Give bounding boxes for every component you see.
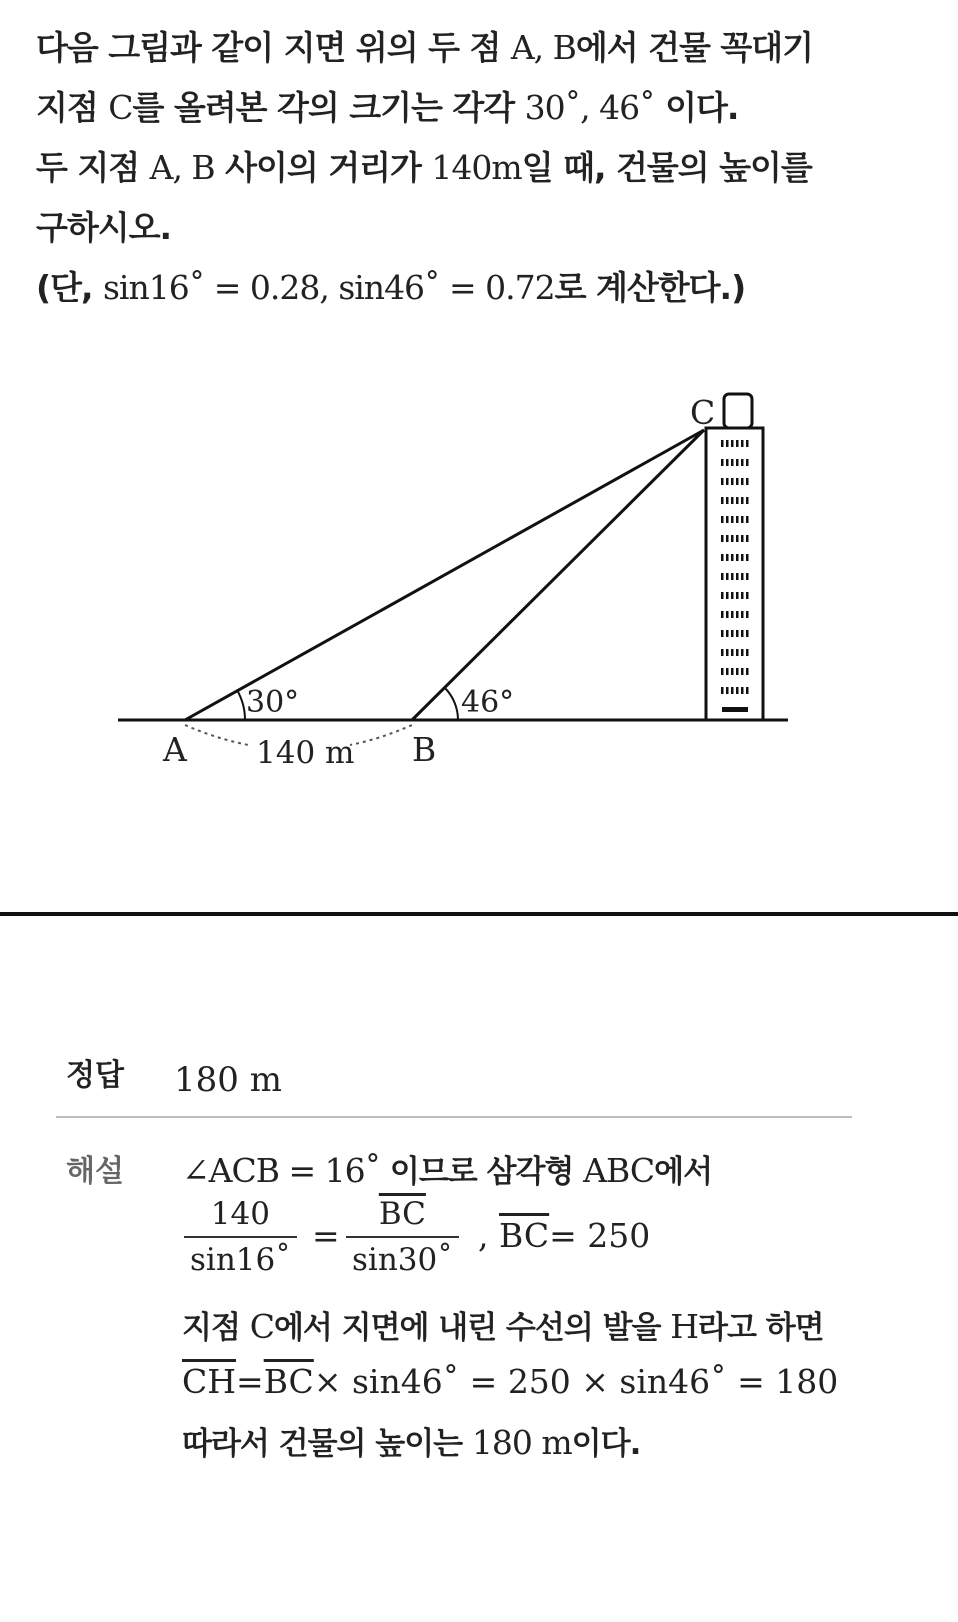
window-mark <box>746 459 749 466</box>
window-mark <box>721 573 724 580</box>
problem-line-1: 다음 그림과 같이 지면 위의 두 점 A, B에서 건물 꼭대기 <box>36 28 814 67</box>
window-mark <box>741 497 744 504</box>
problem-line-4: 구하시오. <box>36 208 172 247</box>
window-mark <box>731 611 734 618</box>
window-mark <box>736 459 739 466</box>
window-mark <box>746 687 749 694</box>
window-mark <box>726 459 729 466</box>
solution-line-4: $\overline{CH}=\overline{BC}\times$ sin46˚ = 250 × sin46˚ = 180 <box>182 1362 839 1401</box>
window-mark <box>736 535 739 542</box>
window-mark <box>736 440 739 447</box>
solution-line-3: 지점 C에서 지면에 내린 수선의 발을 H라고 하면 <box>182 1307 824 1346</box>
window-mark <box>746 497 749 504</box>
window-mark <box>721 649 724 656</box>
window-mark <box>736 668 739 675</box>
window-mark <box>721 611 724 618</box>
window-mark <box>746 668 749 675</box>
problem-text <box>36 18 936 318</box>
window-mark <box>741 573 744 580</box>
window-mark <box>731 592 734 599</box>
window-mark <box>736 611 739 618</box>
solution-line-5: 따라서 건물의 높이는 180 m이다. <box>182 1423 641 1462</box>
fraction-140-sin16: $\frac{140}{\sin 16˚}$ <box>184 1196 297 1278</box>
window-mark <box>726 687 729 694</box>
problem-line-3: 두 지점 A, B 사이의 거리가 140m일 때, 건물의 높이를 <box>36 148 812 187</box>
answer-value: 180 m <box>174 1060 282 1100</box>
window-mark <box>721 459 724 466</box>
window-mark <box>746 649 749 656</box>
window-mark <box>726 516 729 523</box>
window-mark <box>746 573 749 580</box>
window-mark <box>741 649 744 656</box>
window-mark <box>746 535 749 542</box>
window-mark <box>736 516 739 523</box>
window-mark <box>731 440 734 447</box>
window-mark <box>741 687 744 694</box>
window-mark <box>741 611 744 618</box>
window-mark <box>731 649 734 656</box>
window-mark <box>726 592 729 599</box>
window-mark <box>741 478 744 485</box>
window-mark <box>731 497 734 504</box>
angle-label-a: 30° <box>246 685 300 720</box>
window-mark <box>726 573 729 580</box>
window-mark <box>731 535 734 542</box>
window-mark <box>746 440 749 447</box>
window-mark <box>741 535 744 542</box>
answer-label: 정답 <box>66 1058 124 1093</box>
section-divider <box>0 912 958 916</box>
window-mark <box>731 554 734 561</box>
window-mark <box>741 668 744 675</box>
angle-label-b: 46° <box>461 685 515 720</box>
window-mark <box>741 630 744 637</box>
angle-arc-b <box>445 688 458 720</box>
window-mark <box>741 516 744 523</box>
window-mark <box>721 687 724 694</box>
window-mark <box>746 630 749 637</box>
window-mark <box>726 554 729 561</box>
solution-line-2-tail: , $\overline{BC}= 250$ <box>478 1216 651 1255</box>
fraction-bc-sin30: $\frac{\overline{BC}}{\sin 30˚}$ <box>346 1196 459 1278</box>
window-mark <box>726 630 729 637</box>
window-mark <box>731 630 734 637</box>
label-b: B <box>412 730 437 769</box>
window-mark <box>741 592 744 599</box>
window-mark <box>726 535 729 542</box>
line-bc <box>412 430 704 720</box>
solution-line-1: ∠ACB = 16˚ 이므로 삼각형 ABC에서 <box>182 1151 713 1190</box>
window-mark <box>731 687 734 694</box>
window-mark <box>736 630 739 637</box>
solution-label: 해설 <box>66 1154 124 1189</box>
window-mark <box>746 592 749 599</box>
line-ac <box>185 430 704 720</box>
window-mark <box>721 668 724 675</box>
window-mark <box>731 668 734 675</box>
window-mark <box>721 554 724 561</box>
window-mark <box>746 478 749 485</box>
window-mark <box>731 459 734 466</box>
window-mark <box>726 649 729 656</box>
building <box>706 394 763 720</box>
window-mark <box>721 478 724 485</box>
window-mark <box>736 649 739 656</box>
window-mark <box>721 516 724 523</box>
window-mark <box>721 535 724 542</box>
window-mark <box>746 516 749 523</box>
window-mark <box>736 573 739 580</box>
window-mark <box>721 630 724 637</box>
angle-arc-a <box>237 690 245 720</box>
window-mark <box>731 516 734 523</box>
window-mark <box>721 497 724 504</box>
window-mark <box>736 478 739 485</box>
problem-line-5: (단, sin16˚ = 0.28, sin46˚ = 0.72로 계산한다.) <box>36 268 746 307</box>
problem-line-2: 지점 C를 올려본 각의 크기는 각각 30˚, 46˚ 이다. <box>36 88 739 127</box>
window-mark <box>726 440 729 447</box>
window-mark <box>726 497 729 504</box>
window-mark <box>726 668 729 675</box>
window-mark <box>736 687 739 694</box>
window-mark <box>726 611 729 618</box>
window-mark <box>721 592 724 599</box>
distance-label: 140 m <box>256 735 355 771</box>
window-mark <box>736 554 739 561</box>
label-a: A <box>163 730 187 769</box>
window-mark <box>731 478 734 485</box>
window-mark <box>741 440 744 447</box>
answer-divider <box>56 1116 852 1118</box>
equals-sign: = <box>312 1216 340 1255</box>
window-mark <box>731 573 734 580</box>
window-mark <box>726 478 729 485</box>
window-mark <box>746 611 749 618</box>
window-mark <box>736 592 739 599</box>
window-mark <box>741 554 744 561</box>
window-mark <box>746 554 749 561</box>
building-diagram <box>0 380 958 830</box>
window-mark <box>736 497 739 504</box>
window-mark <box>741 459 744 466</box>
window-mark <box>721 440 724 447</box>
label-c: C <box>690 393 716 432</box>
